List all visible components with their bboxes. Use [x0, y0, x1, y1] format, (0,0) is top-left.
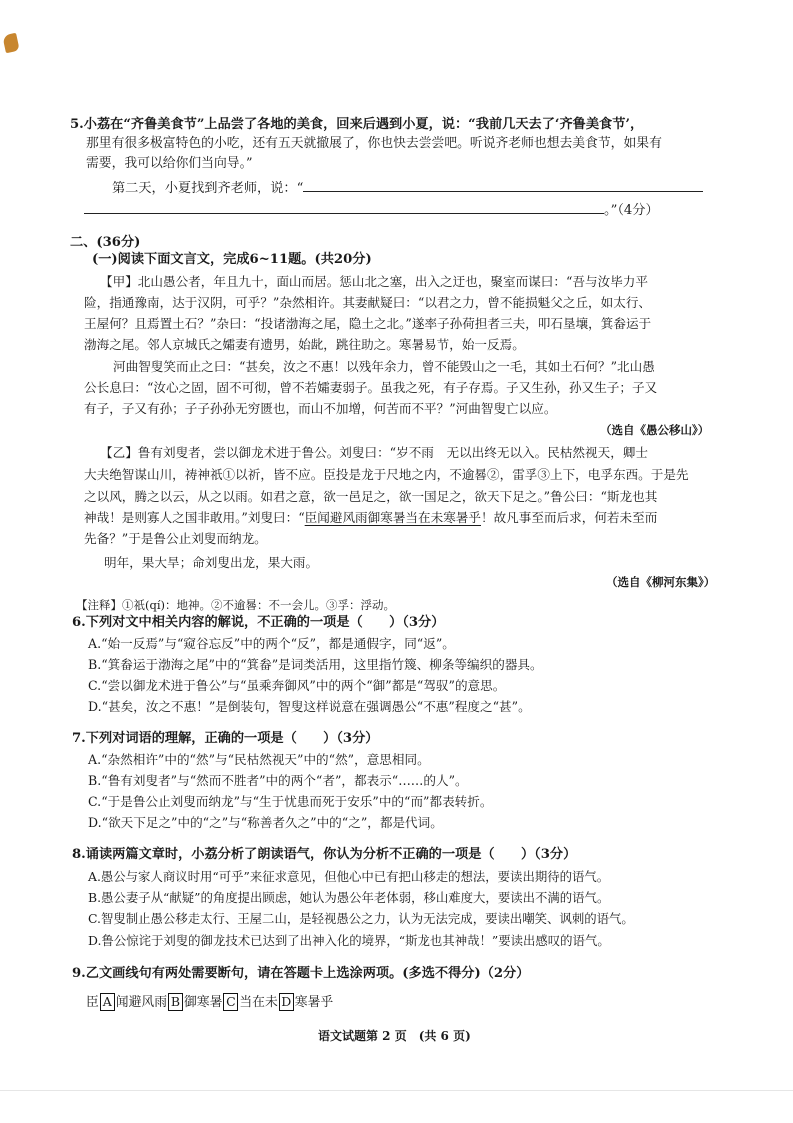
jia-line-6: 公长息曰：“汝心之固，固不可彻，曾不若孀妻弱子。虽我之死，有子存焉。子又生孙，孙又生子；子又: [84, 380, 658, 395]
q9-option-b-box[interactable]: B: [168, 993, 183, 1011]
q9-seg-start: 臣: [86, 995, 99, 1010]
q8-option-a[interactable]: A.愚公与家人商议时用“可乎”来征求意见，但他心中已有把山移走的想法，要读出期待的语气。: [88, 869, 610, 884]
q5-answer-blank-2[interactable]: [84, 201, 604, 214]
yi-line-2: 大夫绝智谋山川，祷神祇①以祈，皆不应。臣投是龙于尺地之内，不逾晷②，雷孚③上下，电孚东西。于是先: [84, 467, 689, 482]
q8-stem: 8.诵读两篇文章时，小荔分析了朗读语气，你认为分析不正确的一项是（ ）（3分）: [72, 847, 577, 862]
q7-option-c[interactable]: C.“于是鲁公止刘叟而纳龙”与“生于忧患而死于安乐”中的“而”都表转折。: [88, 794, 493, 809]
page-footer: 语文试题第 2 页 (共 6 页): [318, 1029, 471, 1043]
q8-option-b[interactable]: B.愚公妻子从“献疑”的角度提出顾虑，她认为愚公年老体弱，移山难度大，要读出不满的语气。: [88, 890, 610, 905]
jia-source: （选自《愚公移山》）: [600, 423, 710, 437]
q7-stem: 7.下列对词语的理解，正确的一项是（ ）（3分）: [72, 731, 379, 746]
q9-seg-d: 寒暑乎: [294, 995, 334, 1010]
q5-line4-prefix: 第二天，小夏找到齐老师，说：“: [112, 181, 304, 196]
q9-option-c-box[interactable]: C: [223, 993, 238, 1011]
q5-answer-blank-1[interactable]: [303, 179, 703, 192]
section2-header: 二、(36分): [70, 235, 141, 250]
q5-line3: 需要，我可以给你们当向导。”: [86, 156, 253, 171]
q9-option-a-box[interactable]: A: [100, 993, 115, 1011]
jia-line-3: 王屋何？且焉置土石？”杂曰：“投诸渤海之尾，隐土之北。”遂率子孙荷担者三夫，叩石垦壤，箕畚运于: [84, 316, 652, 331]
q7-option-a[interactable]: A.“杂然相许”中的“然”与“民枯然视天”中的“然”，意思相同。: [88, 752, 430, 767]
q6-stem: 6.下列对文中相关内容的解说，不正确的一项是（ ）（3分）: [72, 615, 445, 630]
q6-option-d[interactable]: D.“甚矣，汝之不惠！”是倒装句，智叟这样说意在强调愚公“不惠”程度之“甚”。: [88, 699, 531, 714]
q5-line5: [84, 201, 659, 220]
jia-line-1: 【甲】北山愚公者，年且九十，面山而居。惩山北之塞，出入之迂也，聚室而谋曰：“吾与汝毕力平: [100, 274, 648, 289]
q6-option-c[interactable]: C.“尝以御龙术进于鲁公”与“虽乘奔御风”中的两个“御”都是“驾驭”的意思。: [88, 678, 506, 693]
footer-divider: [0, 1090, 793, 1091]
yi-line-4: [84, 509, 657, 527]
q5-score: 。”（4分）: [604, 203, 659, 218]
underlined-sentence: 臣闻避风雨御寒暑当在未寒暑乎: [304, 510, 481, 525]
corner-mark: [2, 33, 19, 54]
yi-line-5: 先备？”于是鲁公止刘叟而纳龙。: [84, 531, 267, 546]
q5-line2: 那里有很多极富特色的小吃，还有五天就撤展了，你也快去尝尝吧。听说齐老师也想去美食节，如果有: [86, 136, 662, 151]
yi-line-4-start: 神哉！是则寡人之国非敢用。”刘叟曰：“: [84, 510, 305, 525]
yi-line-4-end: ！故凡事至而后求，何若未至而: [480, 510, 658, 525]
q9-stem: 9.乙文画线句有两处需要断句，请在答题卡上选涂两项。(多选不得分)（2分）: [72, 966, 530, 981]
q7-option-d[interactable]: D.“欲天下足之”中的“之”与“称善者久之”中的“之”，都是代词。: [88, 815, 443, 830]
q5-line1: 5.小荔在“齐鲁美食节”上品尝了各地的美食，回来后遇到小夏，说：“我前几天去了‘齐鲁美食节’，: [70, 117, 644, 132]
yi-line-6: 明年，果大旱；命刘叟出龙，果大雨。: [104, 555, 319, 570]
yi-line-3: 之以风，腾之以云，从之以雨。如君之意，欲一邑足之，欲一国足之，欲天下足之。”鲁公曰：“斯龙也其: [84, 489, 658, 504]
q8-option-c[interactable]: C.智叟制止愚公移走太行、王屋二山，是轻视愚公之力，认为无法完成，要读出嘲笑、讽刺的语气。: [88, 911, 634, 926]
q9-seg-b: 御寒暑: [183, 995, 223, 1010]
yi-line-1: 【乙】鲁有刘叟者，尝以御龙术进于鲁公。刘叟曰：“岁不雨 无以出终无以入。民枯然视天，卿士: [100, 445, 648, 460]
jia-line-5: 河曲智叟笑而止之曰：“甚矣，汝之不惠！以残年余力，曾不能毁山之一毛，其如土石何？”北山愚: [113, 359, 655, 374]
q5-line4: [112, 179, 703, 198]
q9-seg-c: 当在未: [239, 995, 278, 1010]
q9-option-d-box[interactable]: D: [279, 993, 294, 1011]
jia-line-7: 有子，子又有孙；子子孙孙无穷匮也，而山不加增，何苦而不平？”河曲智叟亡以应。: [84, 401, 557, 416]
section2-subheader: (一)阅读下面文言文，完成6~11题。(共20分): [92, 252, 372, 267]
q9-segments: [86, 993, 333, 1012]
q6-option-a[interactable]: A.“始一反焉”与“窥谷忘反”中的两个“反”，都是通假字，同“返”。: [88, 636, 455, 651]
jia-line-2: 险，指通豫南，达于汉阴，可乎？”杂然相许。其妻献疑曰：“以君之力，曾不能损魁父之丘，如太行、: [84, 295, 652, 310]
q6-option-b[interactable]: B.“箕畚运于渤海之尾”中的“箕畚”是词类活用，这里指竹篾、柳条等编织的器具。: [88, 657, 543, 672]
q9-seg-a: 闻避风雨: [115, 995, 167, 1010]
notes: 【注释】①祇(qí)：地神。②不逾晷：不一会儿。③孚：浮动。: [76, 598, 396, 612]
jia-line-4: 渤海之尾。邻人京城氏之孀妻有遗男，始龀，跳往助之。寒暑易节，始一反焉。: [84, 337, 525, 352]
q7-option-b[interactable]: B.“鲁有刘叟者”与“然而不胜者”中的两个“者”，都表示“……的人”。: [88, 773, 468, 788]
q8-option-d[interactable]: D.鲁公惊诧于刘叟的御龙技术已达到了出神入化的境界，“斯龙也其神哉！”要读出感叹的语气。: [88, 933, 610, 948]
yi-source: （选自《柳河东集》）: [606, 575, 716, 589]
